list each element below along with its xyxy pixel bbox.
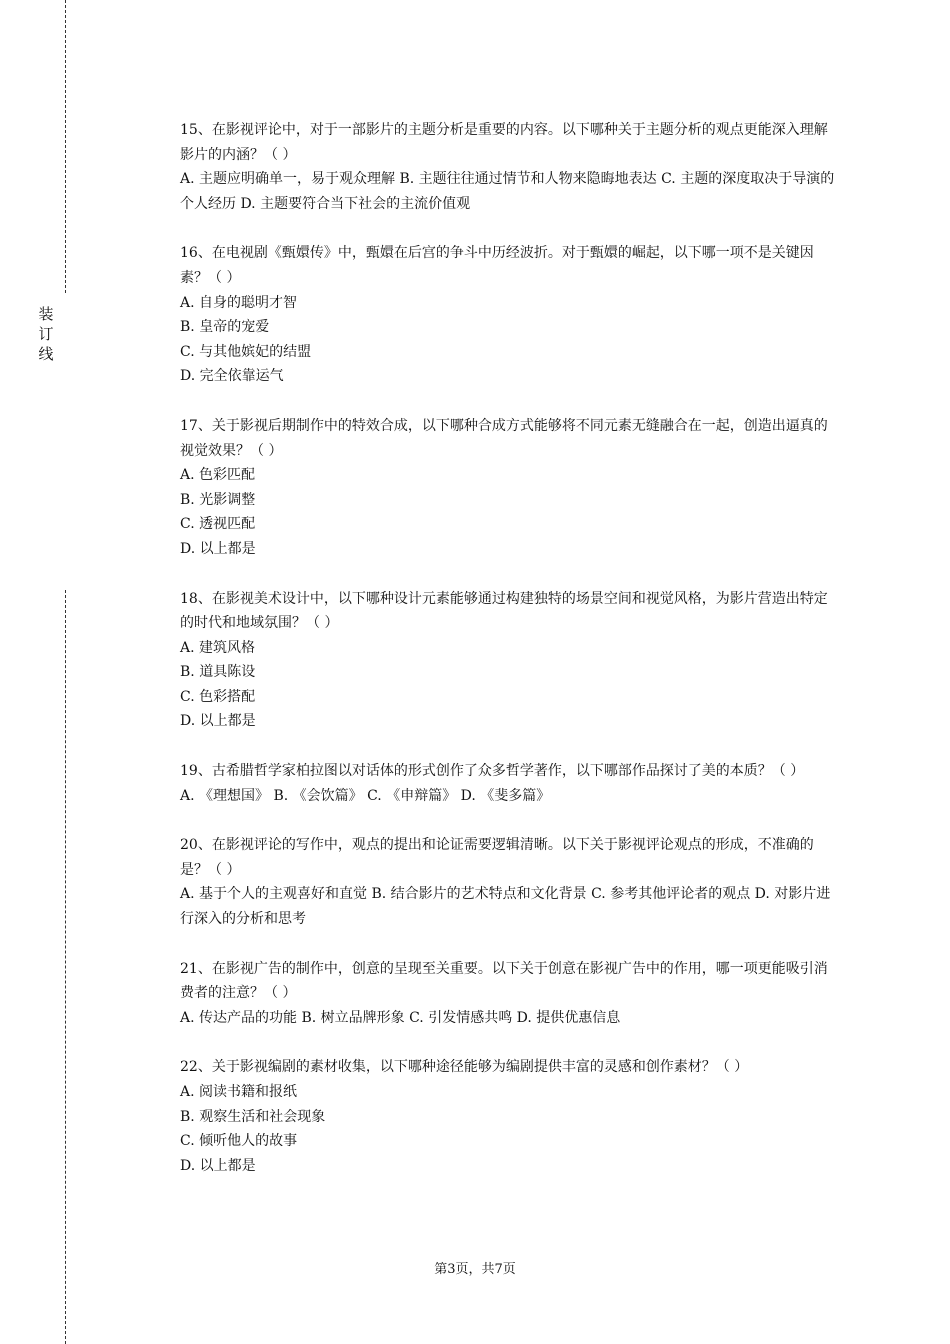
option-a: A. 建筑风格 (180, 639, 256, 656)
option-d: D. 以上都是 (180, 713, 256, 730)
option-d: D. 以上都是 (180, 1157, 256, 1174)
binding-label-char: 线 (38, 345, 54, 363)
option-b: B. 道具陈设 (180, 664, 256, 681)
option-a: A. 自身的聪明才智 (180, 294, 298, 311)
question-21 (180, 957, 840, 1031)
binding-label-char: 订 (38, 325, 54, 343)
question-list (180, 118, 840, 1203)
option-a: A. 色彩匹配 (180, 467, 256, 484)
question-15 (180, 118, 840, 216)
option-c: C. 色彩搭配 (180, 688, 256, 705)
binding-label (37, 304, 55, 364)
binding-label-char: 装 (38, 305, 54, 323)
option-c: C. 倾听他人的故事 (180, 1133, 298, 1150)
question-18 (180, 587, 840, 735)
question-options: A. 传达产品的功能 B. 树立品牌形象 C. 引发情感共鸣 D. 提供优惠信息 (180, 1009, 621, 1026)
option-c: C. 与其他嫔妃的结盟 (180, 343, 312, 360)
question-options: A. 《理想国》 B. 《会饮篇》 C. 《申辩篇》 D. 《斐多篇》 (180, 787, 551, 804)
option-b: B. 观察生活和社会现象 (180, 1108, 326, 1125)
question-options: A. 主题应明确单一，易于观众理解 B. 主题往往通过情节和人物来隐晦地表达 C. 主题的深度取决于导演的个人经历 D. 主题要符合当下社会的主流价值观 (180, 171, 835, 212)
question-stem: 16、在电视剧《甄嬛传》中，甄嬛在后宫的争斗中历经波折。对于甄嬛的崛起，以下哪一项不是关键因素？（ ） (180, 245, 814, 286)
question-22 (180, 1055, 840, 1178)
option-b: B. 光影调整 (180, 491, 256, 508)
option-a: A. 阅读书籍和报纸 (180, 1084, 298, 1100)
question-stem: 20、在影视评论的写作中，观点的提出和论证需要逻辑清晰。以下关于影视评论观点的形成，不准确的是？（ ） (180, 837, 814, 878)
question-19 (180, 759, 840, 808)
question-options: A. 基于个人的主观喜好和直觉 B. 结合影片的艺术特点和文化背景 C. 参考其他评论者的观点 D. 对影片进行深入的分析和思考 (180, 886, 831, 928)
question-stem: 19、古希腊哲学家柏拉图以对话体的形式创作了众多哲学著作，以下哪部作品探讨了美的本质？（ ） (180, 763, 805, 780)
page-footer: 第3页，共7页 (434, 1262, 516, 1277)
question-stem: 15、在影视评论中，对于一部影片的主题分析是重要的内容。以下哪种关于主题分析的观点更能深入理解影片的内涵？（ ） (180, 122, 828, 163)
question-stem: 18、在影视美术设计中，以下哪种设计元素能够通过构建独特的场景空间和视觉风格，为影片营造出特定的时代和地域氛围？（ ） (180, 590, 828, 632)
question-17 (180, 414, 840, 562)
option-d: D. 完全依靠运气 (180, 368, 284, 385)
option-c: C. 透视匹配 (180, 516, 256, 533)
question-stem: 21、在影视广告的制作中，创意的呈现至关重要。以下关于创意在影视广告中的作用，哪一项更能吸引消费者的注意？（ ） (180, 960, 828, 1002)
option-d: D. 以上都是 (180, 540, 256, 557)
binding-line-bottom (65, 590, 66, 1344)
option-b: B. 皇帝的宠爱 (180, 319, 270, 336)
question-stem: 17、关于影视后期制作中的特效合成，以下哪种合成方式能够将不同元素无缝融合在一起，创造出逼真的视觉效果？（ ） (180, 417, 828, 459)
question-20 (180, 833, 840, 931)
question-16 (180, 241, 840, 389)
binding-line-top (65, 0, 66, 293)
question-stem: 22、关于影视编剧的素材收集，以下哪种途径能够为编剧提供丰富的灵感和创作素材？（ ） (180, 1059, 749, 1076)
